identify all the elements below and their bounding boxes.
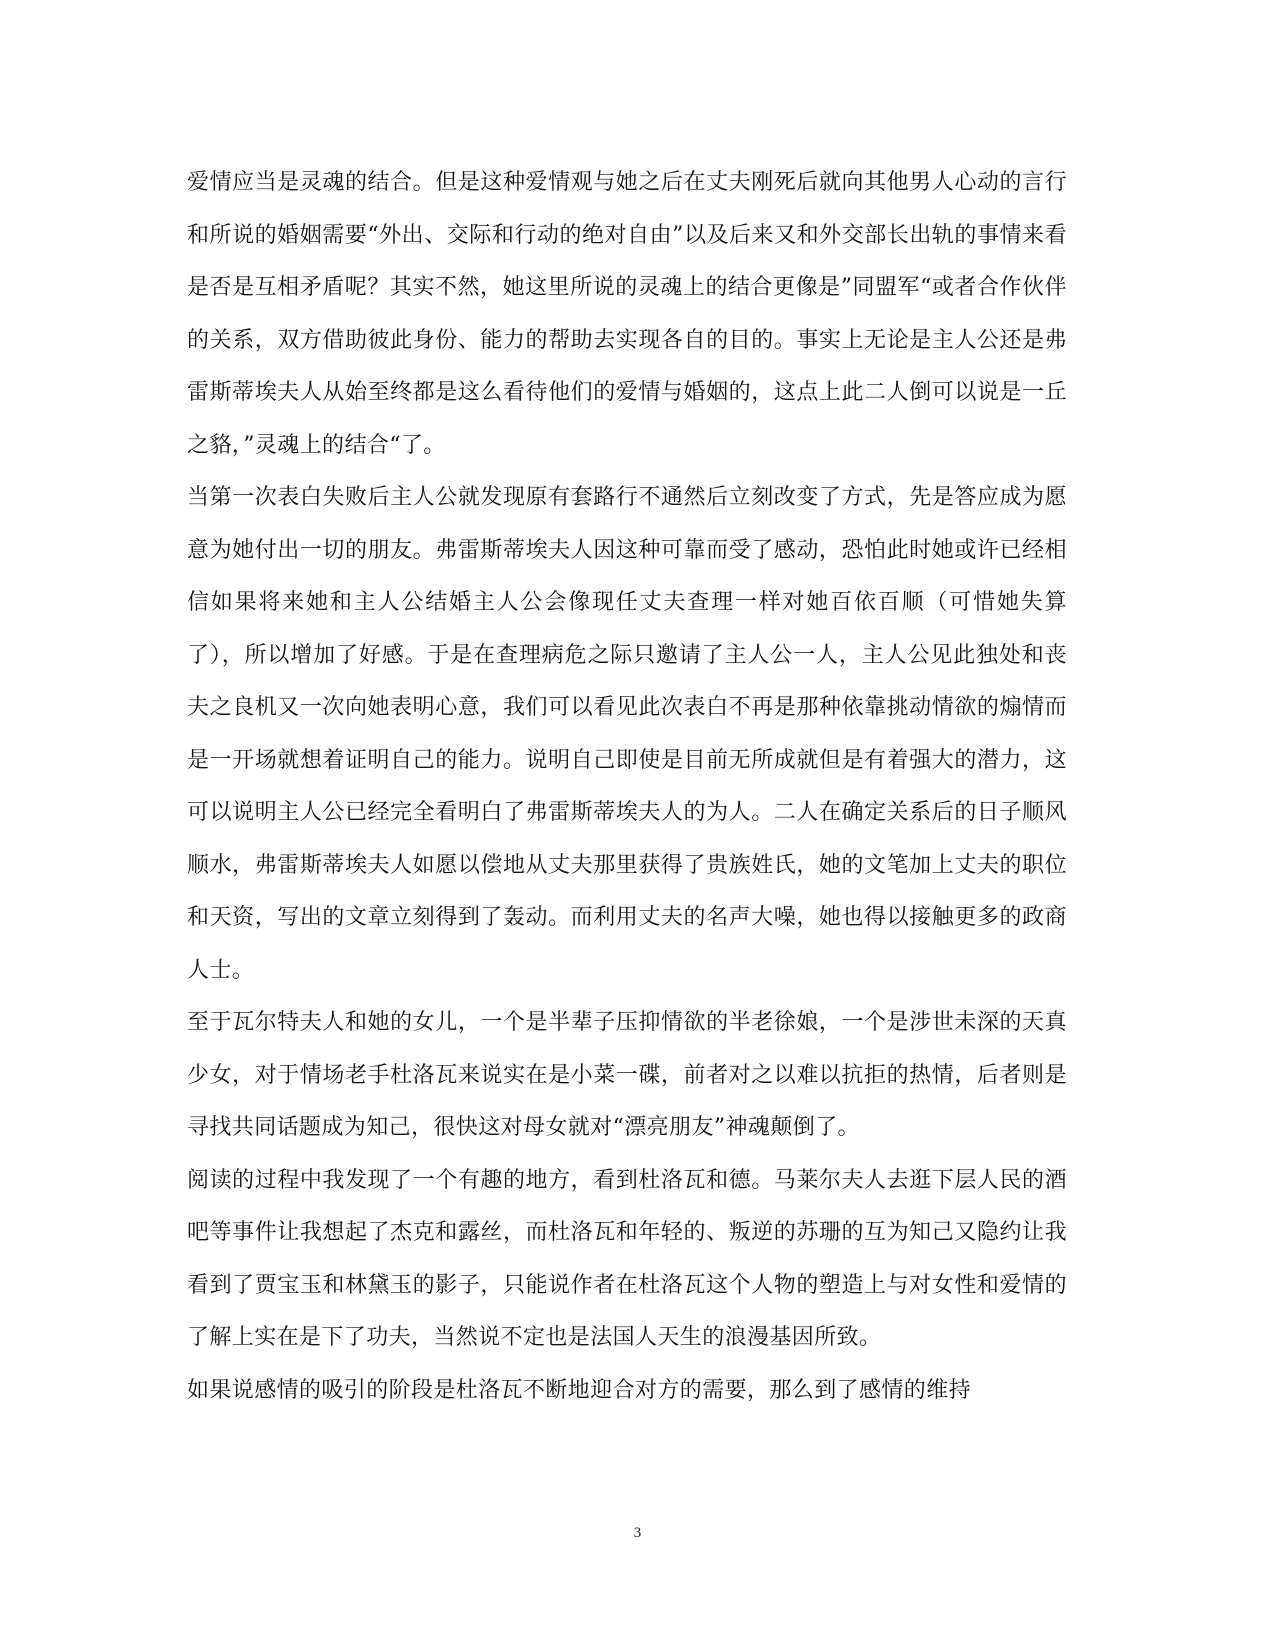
paragraph-3: 至于瓦尔特夫人和她的女儿，一个是半辈子压抑情欲的半老徐娘，一个是涉世未深的天真少女，对于情场老手杜洛瓦来说实在是小菜一碟，前者对之以难以抗拒的热情，后者则是寻找共同话题成为知己，很快这对母女就对“漂亮朋友”神魂颠倒了。 bbox=[187, 1010, 1067, 1140]
paragraph-4: 阅读的过程中我发现了一个有趣的地方，看到杜洛瓦和德。马莱尔夫人去逛下层人民的酒吧等事件让我想起了杰克和露丝，而杜洛瓦和年轻的、叛逆的苏珊的互为知己又隐约让我看到了贾宝玉和林黛玉的影子，只能说作者在杜洛瓦这个人物的塑造上与对女性和爱情的了解上实在是下了功夫，当然说不定也是法国人天生的浪漫基因所致。 bbox=[187, 1167, 1067, 1350]
paragraph-2: 当第一次表白失败后主人公就发现原有套路行不通然后立刻改变了方式，先是答应成为愿意为她付出一切的朋友。弗雷斯蒂埃夫人因这种可靠而受了感动，恐怕此时她或许已经相信如果将来她和主人公结婚主人公会像现任丈夫查理一样对她百依百顺（可惜她失算了），所以增加了好感。于是在查理病危之际只邀请了主人公一人，主人公见此独处和丧夫之良机又一次向她表明心意，我们可以看见此次表白不再是那种依靠挑动情欲的煽情而是一开场就想着证明自己的能力。说明自己即使是目前无所成就但是有着强大的潜力，这可以说明主人公已经完全看明白了弗雷斯蒂埃夫人的为人。二人在确定关系后的日子顺风顺水，弗雷斯蒂埃夫人如愿以偿地从丈夫那里获得了贵族姓氏，她的文笔加上丈夫的职位和天资，写出的文章立刻得到了轰动。而利用丈夫的名声大噪，她也得以接触更多的政商人士。 bbox=[187, 485, 1067, 983]
paragraph-5: 如果说感情的吸引的阶段是杜洛瓦不断地迎合对方的需要，那么到了感情的维持 bbox=[187, 1377, 972, 1403]
body-text bbox=[187, 157, 1067, 1417]
paragraph-1: 爱情应当是灵魂的结合。但是这种爱情观与她之后在丈夫刚死后就向其他男人心动的言行和所说的婚姻需要“外出、交际和行动的绝对自由”以及后来又和外交部长出轨的事情来看是否是互相矛盾呢？其实不然，她这里所说的灵魂上的结合更像是”同盟军“或者合作伙伴的关系，双方借助彼此身份、能力的帮助去实现各自的目的。事实上无论是主人公还是弗雷斯蒂埃夫人从始至终都是这么看待他们的爱情与婚姻的，这点上此二人倒可以说是一丘之貉，”灵魂上的结合“了。 bbox=[187, 170, 1067, 458]
page-number: 3 bbox=[633, 1525, 642, 1541]
